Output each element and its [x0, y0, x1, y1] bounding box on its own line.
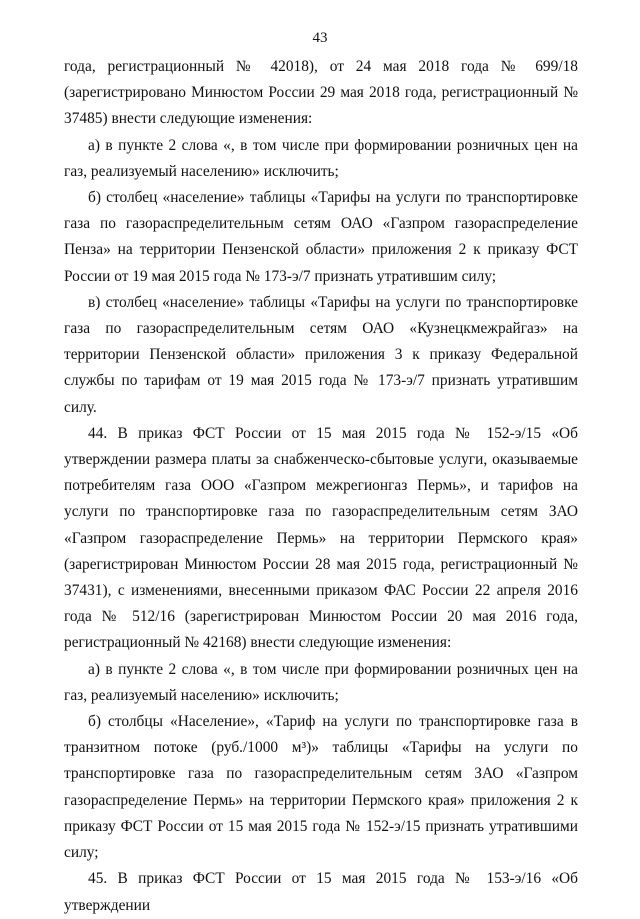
paragraph-44-item-b: б) столбцы «Население», «Тариф на услуги по транспортировке газа в транзитном потоке (руб./1000 м³)» таблицы «Тарифы на услуги по транспортировке газа по газораспределительным сетям ЗАО «Газпром газораспределение Пермь» на территории Пермского края» приложения 2 к приказу ФСТ России от 15 мая 2015 года № 152-э/15 признать утратившими силу; — [64, 713, 578, 862]
paragraph-continuation-order-43: года, регистрационный № 42018), от 24 мая 2018 года № 699/18 (зарегистрировано Минюстом России 29 мая 2018 года, регистрационный № 37485) внести следующие изменения: — [64, 58, 578, 128]
paragraph-45: 45. В приказ ФСТ России от 15 мая 2015 года № 153-э/16 «Об утверждении — [64, 870, 578, 914]
page-number: 43 — [312, 30, 328, 46]
paragraph-44: 44. В приказ ФСТ России от 15 мая 2015 года № 152-э/15 «Об утверждении размера платы за снабженческо-сбытовые услуги, оказываемые потребителям газа ООО «Газпром межрегионгаз Пермь», и тарифов на услуги по транспортировке газа по газораспределительным сетям ЗАО «Газпром газораспределение Пермь» на территории Пермского края» (зарегистрирован Минюстом России 28 мая 2015 года, регистрационный № 37431), с изменениями, внесенными приказом ФАС России 22 апреля 2016 года № 512/16 (зарегистрирован Минюстом России 20 мая 2016 года, регистрационный № 42168) внести следующие изменения: — [64, 424, 578, 652]
paragraph-44-item-a: а) в пункте 2 слова «, в том числе при формировании розничных цен на газ, реализуемый населению» исключить; — [64, 660, 578, 704]
paragraph-43-item-a: а) в пункте 2 слова «, в том числе при формировании розничных цен на газ, реализуемый населению» исключить; — [64, 136, 578, 180]
paragraph-43-item-b: б) столбец «население» таблицы «Тарифы на услуги по транспортировке газа по газораспределительным сетям ОАО «Газпром газораспределение Пенза» на территории Пензенской области» приложения 2 к приказу ФСТ России от 19 мая 2015 года № 173-э/7 признать утратившим силу; — [64, 189, 578, 285]
document-body — [64, 54, 578, 919]
paragraph-43-item-v: в) столбец «население» таблицы «Тарифы на услуги по транспортировке газа по газораспределительным сетям ОАО «Кузнецкмежрайгаз» на территории Пензенской области» приложения 3 к приказу Федеральной службы по тарифам от 19 мая 2015 года № 173-э/7 признать утратившим силу. — [64, 293, 578, 416]
